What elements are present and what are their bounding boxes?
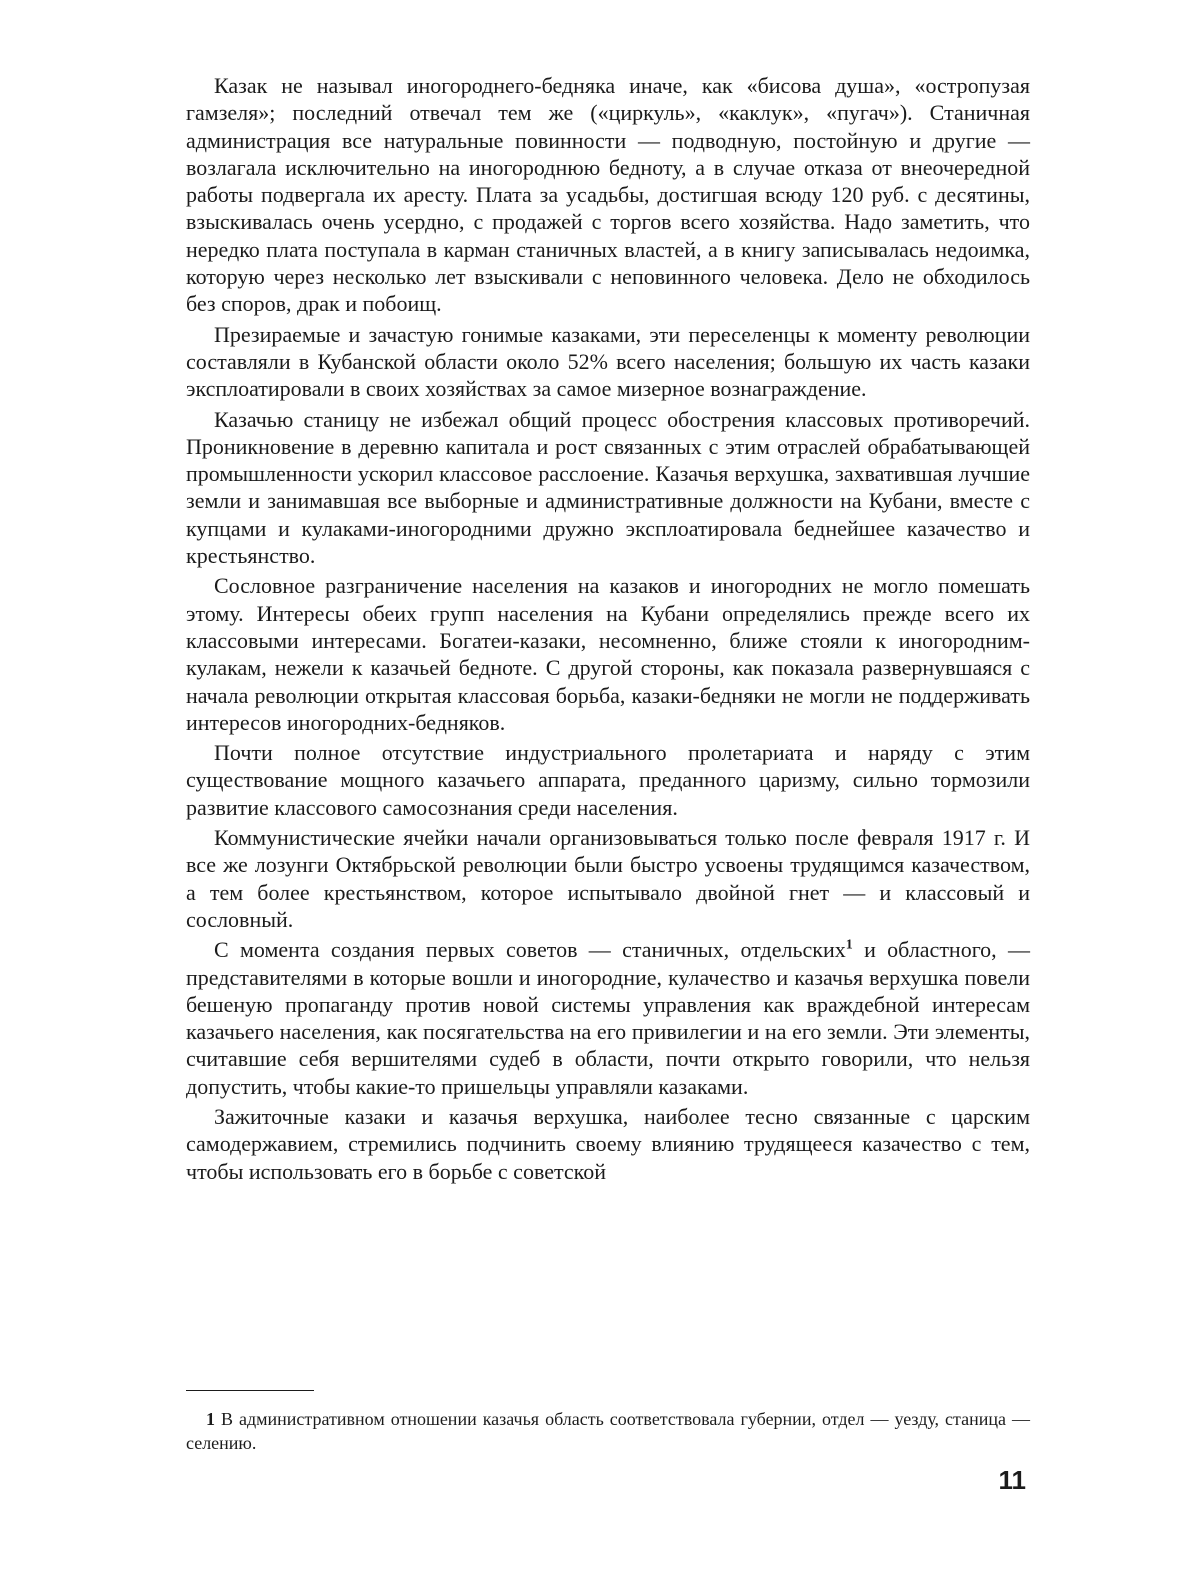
paragraph-7-start: С момента создания первых советов — станичных, отдельских: [214, 937, 846, 963]
footnote-mark: 1: [206, 1409, 215, 1429]
footnote-reference: 1: [845, 937, 853, 953]
paragraph-3: Казачью станицу не избежал общий процесс обострения классовых противоречий. Проникновение в деревню капитала и рост связанных с этим отраслей обрабатывающей промышленности ускорил классовое расслоение. Казачья верхушка, захватившая лучшие земли и занимавшая все выборные и административные должности на Кубани, вместе с купцами и кулаками-иногородними дружно эксплоатировала беднейшее казачество и крестьянство.: [186, 406, 1030, 569]
book-page: [186, 72, 1030, 1572]
paragraph-5: Почти полное отсутствие индустриального пролетариата и наряду с этим существование мощного казачьего аппарата, преданного царизму, сильно тормозили развитие классового самосознания среди населения.: [186, 740, 1030, 820]
paragraph-2: Презираемые и зачастую гонимые казаками, эти переселенцы к моменту революции составляли в Кубанской области около 52% всего населения; большую их часть казаки эксплоатировали в своих хозяйствах за самое мизерное вознаграждение.: [186, 321, 1030, 402]
paragraph-6: Коммунистические ячейки начали организовываться только после февраля 1917 г. И все же лозунги Октябрьской революции были быстро усвоены трудящимся казачеством, а тем более крестьянством, которое испытывало двойной гнет — и классовый и сословный.: [186, 825, 1030, 932]
main-text: [186, 72, 1030, 1185]
paragraph-7-end: и областного, — представителями в которые вошли и иногородние, кулачество и казачья верхушка повели бешеную пропаганду против новой системы управления как враждебной интересам казачьего населения, как посягательства на его привилегии и на его земли. Эти элементы, считавшие себя вершителями судеб в области, почти открыто говорили, что нельзя допустить, чтобы какие-то пришельцы управляли казаками.: [186, 937, 1031, 1099]
paragraph-7: [186, 936, 1030, 1100]
paragraph-1: Казак не называл иногороднего-бедняка иначе, как «бисова душа», «остропузая гамзеля»; последний отвечал тем же («циркуль», «каклук», «пугач»). Станичная администрация все натуральные повинности — подводную, постойную и другие — возлагала исключительно на иногороднюю бедноту, а в случае отказа от внеочередной работы подвергала их аресту. Плата за усадьбы, достигшая всюду 120 руб. с десятины, взыскивалась очень усердно, с продажей с торгов всего хозяйства. Надо заметить, что нередко плата поступала в карман станичных властей, а в книгу записывалась недоимка, которую через несколько лет взыскивали с неповинного человека. Дело не обходилось без споров, драк и побоищ.: [186, 73, 1030, 317]
paragraph-8: Зажиточные казаки и казачья верхушка, наиболее тесно связанные с царским самодержавием, стремились подчинить своему влиянию трудящееся казачество с тем, чтобы использовать его в борьбе с советской: [186, 1103, 1030, 1184]
paragraph-4: Сословное разграничение населения на казаков и иногородних не могло помешать этому. Интересы обеих групп населения на Кубани определялись прежде всего их классовыми интересами. Богатеи-казаки, несомненно, ближе стояли к иногородним-кулакам, нежели к казачьей бедноте. С другой стороны, как показала развернувшаяся с начала революции открытая классовая борьба, казаки-бедняки не могли не поддерживать интересов иногородних-бедняков.: [186, 573, 1030, 735]
page-number: 11: [998, 1465, 1026, 1495]
footnote: [186, 1407, 1030, 1455]
footnote-text: В административном отношении казачья область соответствовала губернии, отдел — уезду, станица — селению.: [186, 1409, 1030, 1453]
footnote-divider: [186, 1390, 314, 1391]
